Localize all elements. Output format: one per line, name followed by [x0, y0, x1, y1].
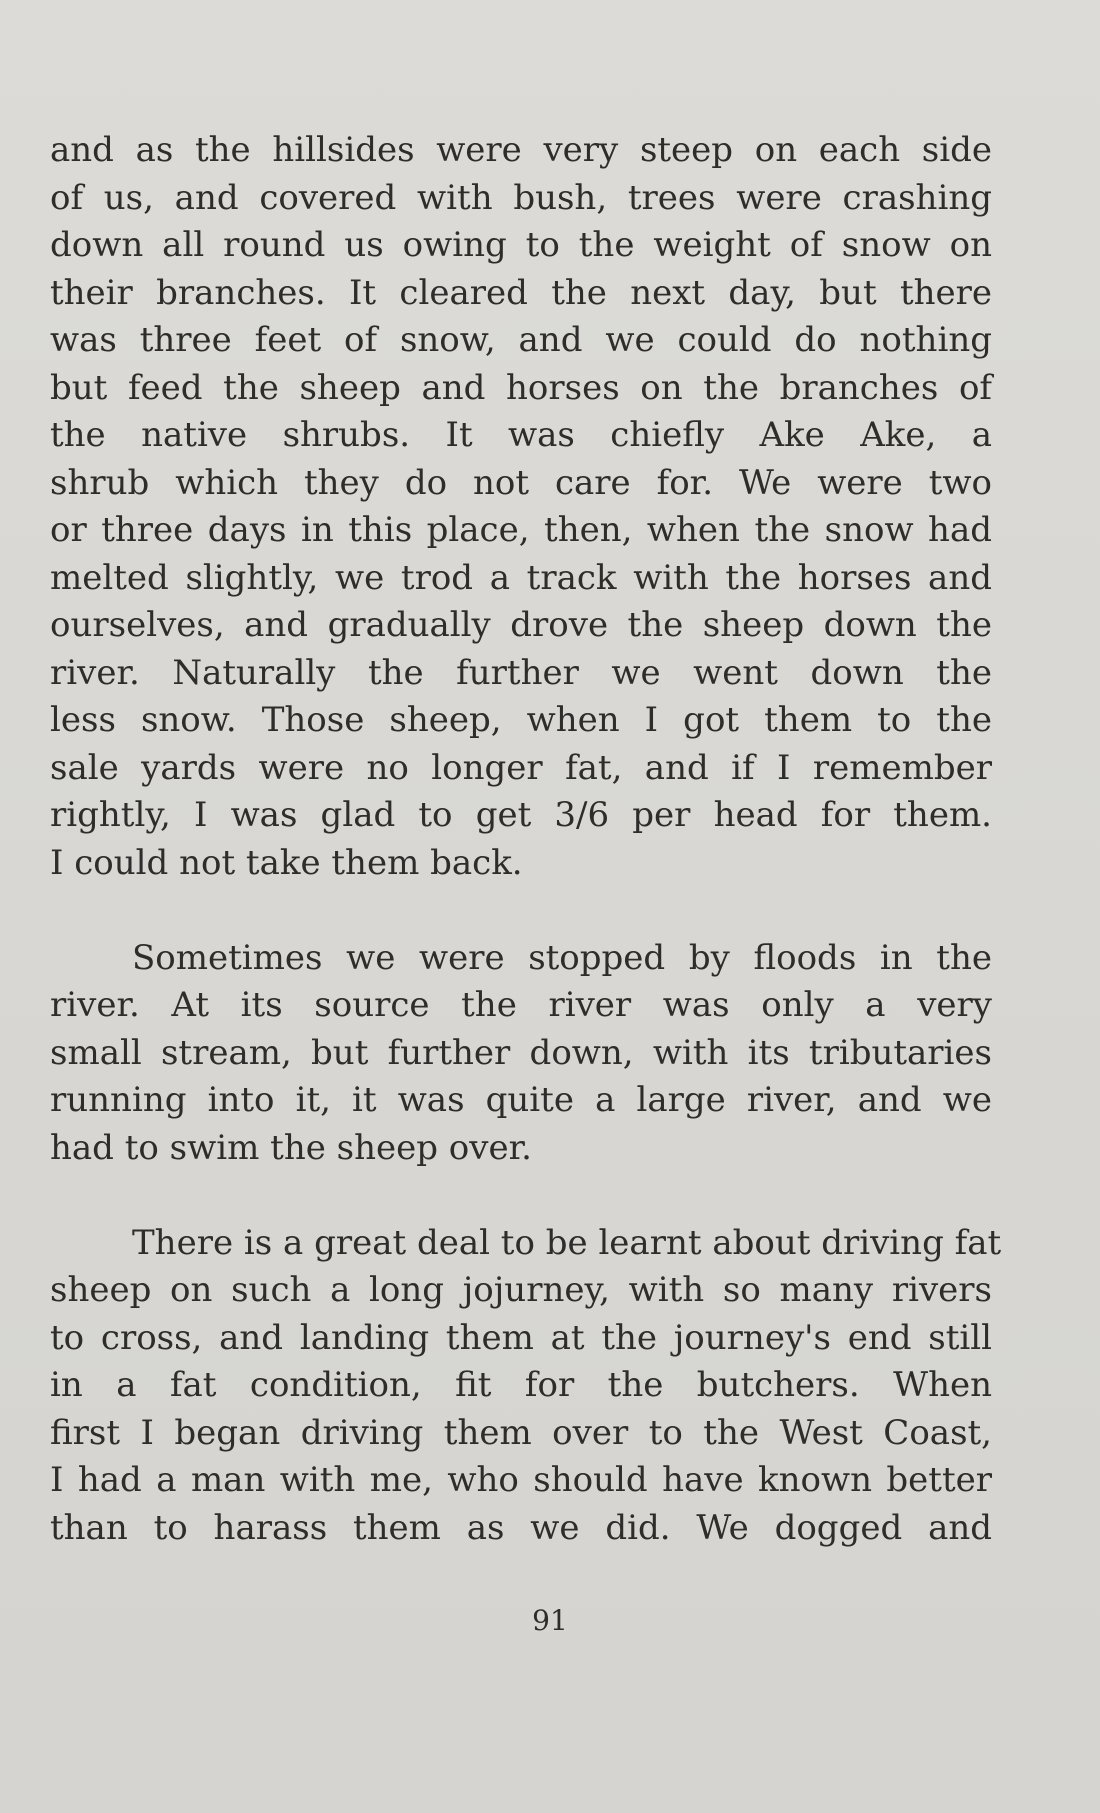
text-line: I had a man with me, who should have known better [50, 1460, 992, 1500]
text-line: Sometimes we were stopped by floods in the [132, 937, 992, 978]
text-line: first I began driving them over to the West Coast, [50, 1412, 992, 1453]
text-line: river. Naturally the further we went down the [50, 652, 992, 693]
text-line: river. At its source the river was only a very [50, 985, 992, 1025]
text-line: of us, and covered with bush, trees were crashing [50, 177, 992, 218]
paragraph-2 [50, 935, 992, 1173]
page-number: 91 [532, 1604, 568, 1637]
text-line: shrub which they do not care for. We were two [50, 462, 992, 503]
paragraph-1 [50, 127, 992, 887]
text-line: There is a great deal to be learnt about driving fat [132, 1222, 1002, 1263]
text-line: small stream, but further down, with its tributaries [50, 1032, 992, 1073]
text-line: rightly, I was glad to get 3/6 per head for them. [50, 795, 992, 835]
paragraph-3 [50, 1220, 1002, 1553]
text-line: in a fat condition, fit for the butchers. When [50, 1365, 992, 1405]
text-line: sale yards were no longer fat, and if I remember [50, 747, 992, 788]
text-line: than to harass them as we did. We dogged and [50, 1507, 992, 1548]
text-line: melted slightly, we trod a track with the horses and [50, 557, 992, 598]
text-line: less snow. Those sheep, when I got them to the [50, 700, 992, 740]
text-line: I could not take them back. [50, 842, 523, 883]
text-line: ourselves, and gradually drove the sheep down the [50, 605, 992, 645]
text-line: to cross, and landing them at the journey's end still [50, 1317, 992, 1358]
text-line: or three days in this place, then, when the snow had [50, 510, 992, 550]
body-text [50, 127, 1002, 1600]
text-line: but feed the sheep and horses on the branches of [50, 367, 992, 408]
text-line: the native shrubs. It was chiefly Ake Ake, a [50, 415, 992, 455]
text-line: and as the hillsides were very steep on each side [50, 130, 992, 170]
text-line: running into it, it was quite a large river, and we [50, 1080, 992, 1120]
text-line: sheep on such a long jojurney, with so many rivers [50, 1270, 992, 1310]
text-line: was three feet of snow, and we could do nothing [50, 320, 992, 360]
text-line: had to swim the sheep over. [50, 1127, 532, 1168]
text-line: their branches. It cleared the next day, but there [50, 272, 992, 313]
text-line: down all round us owing to the weight of snow on [50, 225, 992, 265]
